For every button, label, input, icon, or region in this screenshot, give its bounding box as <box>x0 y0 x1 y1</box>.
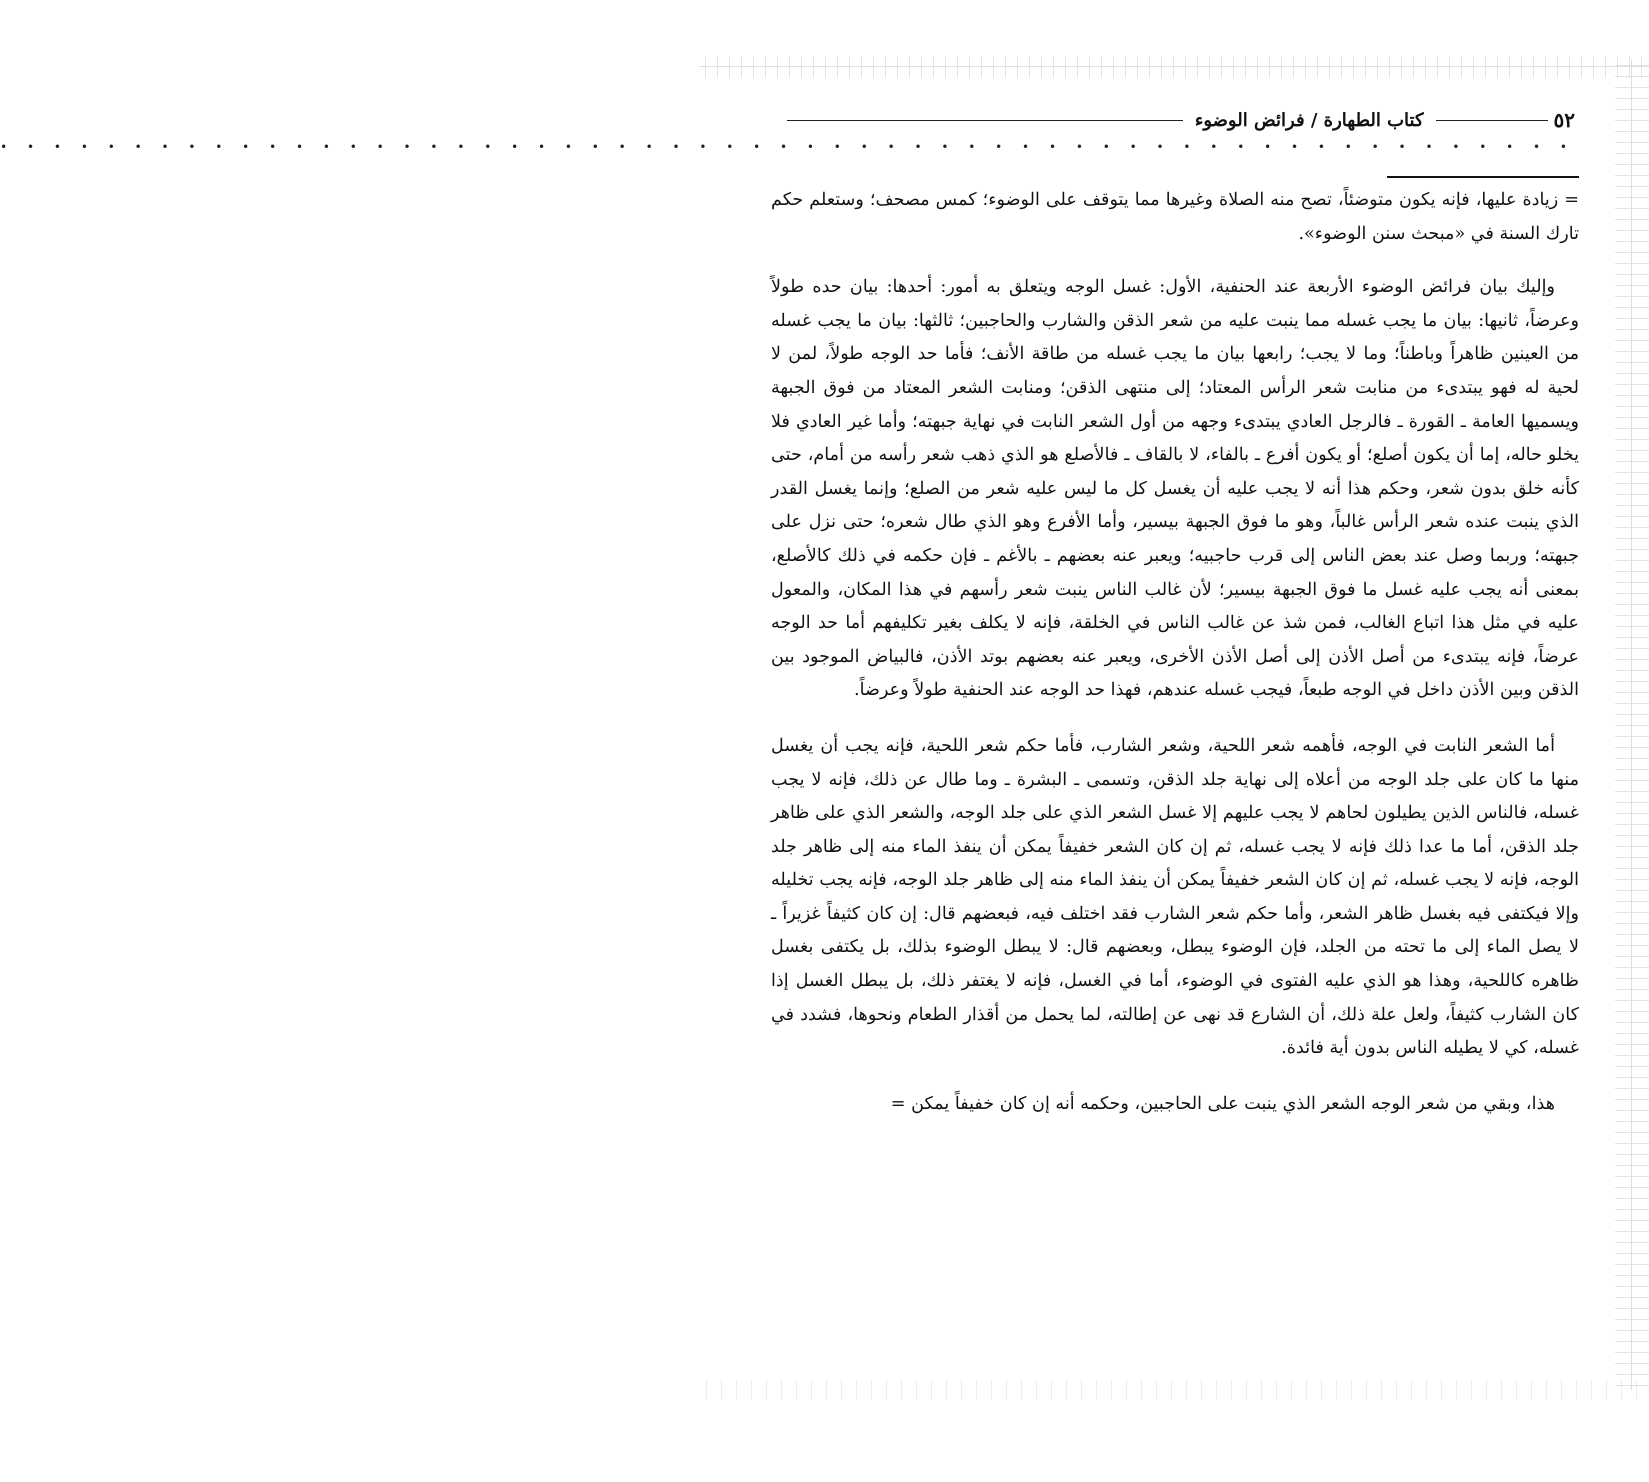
paragraph-facial-hair: أما الشعر النابت في الوجه، فأهمه شعر اللحية، وشعر الشارب، فأما حكم شعر اللحية، فإنه يجب أن يغسل منها ما كان على جلد الوجه من أعلاه إلى نهاية جلد الذقن، وتسمى ـ البشرة ـ وما طال عن ذلك، فإنه لا يجب غسله، فالناس الذين يطيلون لحاهم لا يجب عليهم إلا غسل الشعر الذي على جلد الوجه، والشعر الذي على ظاهر جلد الذقن، أما ما عدا ذلك فإنه لا يجب غسله، ثم إن كان الشعر خفيفاً يمكن أن ينفذ الماء منه إلى ظاهر جلد الوجه، فإنه لا يجب غسله، ثم إن كان الشعر خفيفاً يمكن أن ينفذ الماء منه إلى ظاهر جلد الوجه، فإنه يجب تخليله وإلا فيكتفى فيه بغسل ظاهر الشعر، وأما حكم شعر الشارب فقد اختلف فيه، فبعضهم قال: إن كان كثيفاً غزيراً ـ لا يصل الماء إلى ما تحته من الجلد، فإن الوضوء يبطل، وبعضهم قال: لا يبطل الوضوء بذلك، بل يكتفى بغسل ظاهره كاللحية، وهذا هو الذي عليه الفتوى في الوضوء، أما في الغسل، فإنه لا يغتفر ذلك، بل يبطل الغسل إذا كان الشارب كثيفاً، ولعل علة ذلك، أن الشارع قد نهى عن إطالته، لما يحمل من أقذار الطعام ونحوها، فشدد في غسله، كي لا يطيله الناس بدون أية فائدة. <box>771 735 1579 1059</box>
paragraph-face-limits: وإليك بيان فرائض الوضوء الأربعة عند الحنفية، الأول: غسل الوجه ويتعلق به أمور: أحدها: بيان حده طولاً وعرضاً، ثانيها: بيان ما يجب غسله مما ينبت عليه من شعر الذقن والشارب والحاجبين؛ ثالثها: بيان ما يجب غسله من العينين ظاهراً وباطناً؛ وما لا يجب؛ رابعها بيان ما يجب غسله من طاقة الأنف؛ فأما حد الوجه طولاً، لمن لا لحية له فهو يبتدىء من منابت شعر الرأس المعتاد؛ إلى منتهى الذقن؛ ومنابت الشعر المعتاد من فوق الجبهة ويسميها العامة ـ القورة ـ فالرجل العادي يبتدىء وجهه من أول الشعر النابت في نهاية جبهته؛ وأما غير العادي فلا يخلو حاله، إما أن يكون أصلع؛ أو يكون أفرع ـ بالفاء، لا بالقاف ـ فالأصلع هو الذي ذهب شعر رأسه من أمام، حتى كأنه خلق بدون شعر، وحكم هذا أنه لا يجب عليه أن يغسل كل ما ليس عليه شعر من الصلع؛ وإنما يغسل القدر الذي ينبت عنده شعر الرأس غالباً، وهو ما فوق الجبهة بيسير، وأما الأفرع وهو الذي طال شعره؛ حتى نزل على جبهته؛ وربما وصل عند بعض الناس إلى قرب حاجبيه؛ ويعبر عنه بعضهم ـ بالأغم ـ فإن حكمه في ذلك كالأصلع، بمعنى أنه يجب عليه غسل ما فوق الجبهة بيسير؛ لأن غالب الناس ينبت شعر رأسهم في هذا المكان، والمعول عليه في مثل هذا اتباع الغالب، فمن شذ عن غالب الناس في الخلقة، فإنه لا يكلف بغير تكليفهم أما حد الوجه عرضاً، فإنه يبتدىء من أصل الأذن إلى أصل الأذن الأخرى، ويعبر عنه بعضهم بوتد الأذن، فالبياض الموجود بين الذقن وبين الأذن داخل في الوجه طبعاً، فيجب غسله عندهم، فهذا حد الوجه عند الحنفية طولاً وعرضاً. <box>771 277 1579 701</box>
paragraph-continuation: = زيادة عليها، فإنه يكون متوضئاً، تصح منه الصلاة وغيرها مما يتوقف على الوضوء؛ كمس مصحف؛ وستعلم حكم تارك السنة في «مبحث سنن الوضوء». <box>771 190 1579 244</box>
footnote-body <box>771 184 1579 1121</box>
decorative-border-top <box>699 56 1649 78</box>
page-header <box>775 102 1575 138</box>
paragraph-eyebrows: هذا، وبقي من شعر الوجه الشعر الذي ينبت على الحاجبين، وحكمه أنه إن كان خفيفاً يمكن = <box>890 1093 1555 1114</box>
page-number: ٥٢ <box>1553 108 1575 132</box>
header-rule-extension <box>787 120 1183 121</box>
running-title: كتاب الطهارة / فرائض الوضوء <box>1194 109 1424 131</box>
header-rule <box>1436 120 1548 121</box>
decorative-border-right <box>1615 60 1649 1390</box>
decorative-border-bottom <box>699 1380 1649 1400</box>
dotted-separator: • • • • • • • • • • • • • • • • • • • • • • • • • • • • • • • • • • • • • • • • • • • • • • • • • • • • • • • • • • • <box>0 140 1575 154</box>
footnote-rule <box>1387 176 1579 178</box>
